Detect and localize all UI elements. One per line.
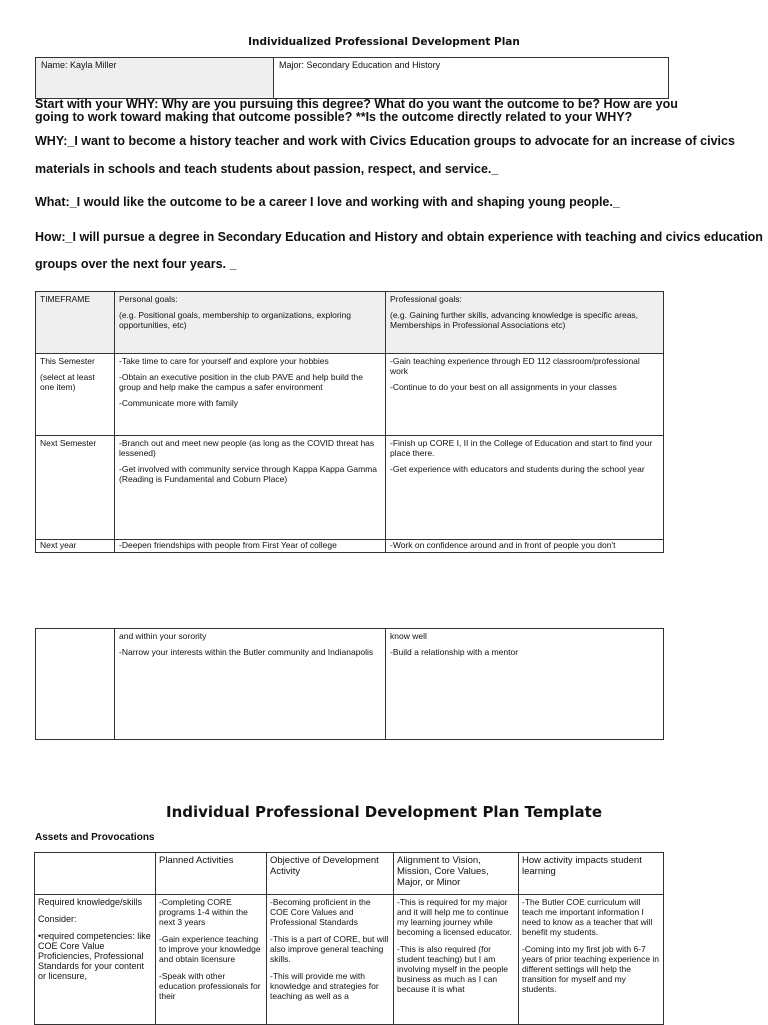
header-impact: How activity impacts student learning xyxy=(519,853,664,895)
table-row xyxy=(36,354,664,436)
header-planned: Planned Activities xyxy=(156,853,267,895)
personal-next-semester: -Branch out and meet new people (as long as the COVID threat has lessened) -Get involved with community service through Kappa Kappa Gamma (Reading is Fundamental and Coburn Place) xyxy=(115,436,386,540)
header-alignment: Alignment to Vision, Mission, Core Values, Major, or Minor xyxy=(394,853,519,895)
row-next-year: Next year xyxy=(36,540,115,553)
row-this-semester: This Semester (select at least one item) xyxy=(36,354,115,436)
header-personal: Personal goals: (e.g. Positional goals, membership to organizations, exploring opportunities, etc) xyxy=(115,292,386,354)
table-row xyxy=(36,540,664,553)
why-prompt: Start with your WHY: Why are you pursuing this degree? What do you want the outcome to be? How are you going to work toward making that outcome possible? **Is the outcome directly related to your WHY? xyxy=(35,97,678,124)
alignment-cell: -This is required for my major and it will help me to continue my learning journey while becoming a licensed educator. -This is also required (for student teaching) but I am involving myself in the people business as much as I can because it is what xyxy=(394,895,519,1025)
table-row xyxy=(35,895,664,1025)
professional-next-semester: -Finish up CORE I, II in the College of Education and start to find your place there. -Get experience with educators and students during the school year xyxy=(386,436,664,540)
name-field: Name: Kayla Miller xyxy=(36,58,274,98)
personal-next-year: -Deepen friendships with people from First Year of college xyxy=(115,540,386,553)
document-title: Individualized Professional Development Plan xyxy=(248,36,520,48)
row-next-semester: Next Semester xyxy=(36,436,115,540)
name-major-box xyxy=(35,57,669,99)
goals-table-continued xyxy=(35,628,664,740)
template-table xyxy=(34,852,664,1025)
professional-next-year: -Work on confidence around and in front of people you don't xyxy=(386,540,664,553)
goals-table xyxy=(35,291,664,553)
why-answer-line1: WHY:_I want to become a history teacher and work with Civics Education groups to advocate for an increase of civics xyxy=(35,134,735,148)
required-knowledge-cell: Required knowledge/skills Consider: •required competencies: like COE Core Value Proficiencies, Professional Standards for your content or licensure, xyxy=(35,895,156,1025)
personal-next-year-cont: and within your sorority -Narrow your interests within the Butler community and Indianapolis xyxy=(115,629,386,740)
professional-next-year-cont: know well -Build a relationship with a mentor xyxy=(386,629,664,740)
objective-cell: -Becoming proficient in the COE Core Values and Professional Standards -This is a part of CORE, but will also improve general teaching skills. -This will provide me with knowledge and strategies for teaching as well as a xyxy=(267,895,394,1025)
planned-activities-cell: -Completing CORE programs 1-4 within the next 3 years -Gain experience teaching to improve your knowledge and obtain licensure -Speak with other education professionals for their xyxy=(156,895,267,1025)
header-objective: Objective of Development Activity xyxy=(267,853,394,895)
impact-cell: -The Butler COE curriculum will teach me important information I need to know as a teacher that will benefit my students. -Coming into my first job with 6-7 years of prior teaching experience in different settings will help the transition for myself and my students. xyxy=(519,895,664,1025)
header-timeframe: TIMEFRAME xyxy=(36,292,115,354)
personal-this-semester: -Take time to care for yourself and explore your hobbies -Obtain an executive position in the club PAVE and help build the group and help make the campus a safer environment -Communicate more with family xyxy=(115,354,386,436)
what-answer: What:_I would like the outcome to be a career I love and working with and shaping young people._ xyxy=(35,195,620,209)
major-field: Major: Secondary Education and History xyxy=(279,60,441,70)
how-answer-line2: groups over the next four years. _ xyxy=(35,257,237,271)
why-answer-line2: materials in schools and teach students about passion, respect, and service._ xyxy=(35,162,499,176)
how-answer-line1: How:_I will pursue a degree in Secondary Education and History and obtain experience with teaching and civics education xyxy=(35,230,763,244)
assets-heading: Assets and Provocations xyxy=(35,832,155,843)
template-title: Individual Professional Development Plan Template xyxy=(165,803,602,821)
header-professional: Professional goals: (e.g. Gaining further skills, advancing knowledge is specific areas, Memberships in Professional Associations etc) xyxy=(386,292,664,354)
table-row xyxy=(36,436,664,540)
professional-this-semester: -Gain teaching experience through ED 112 classroom/professional work -Continue to do your best on all assignments in your classes xyxy=(386,354,664,436)
